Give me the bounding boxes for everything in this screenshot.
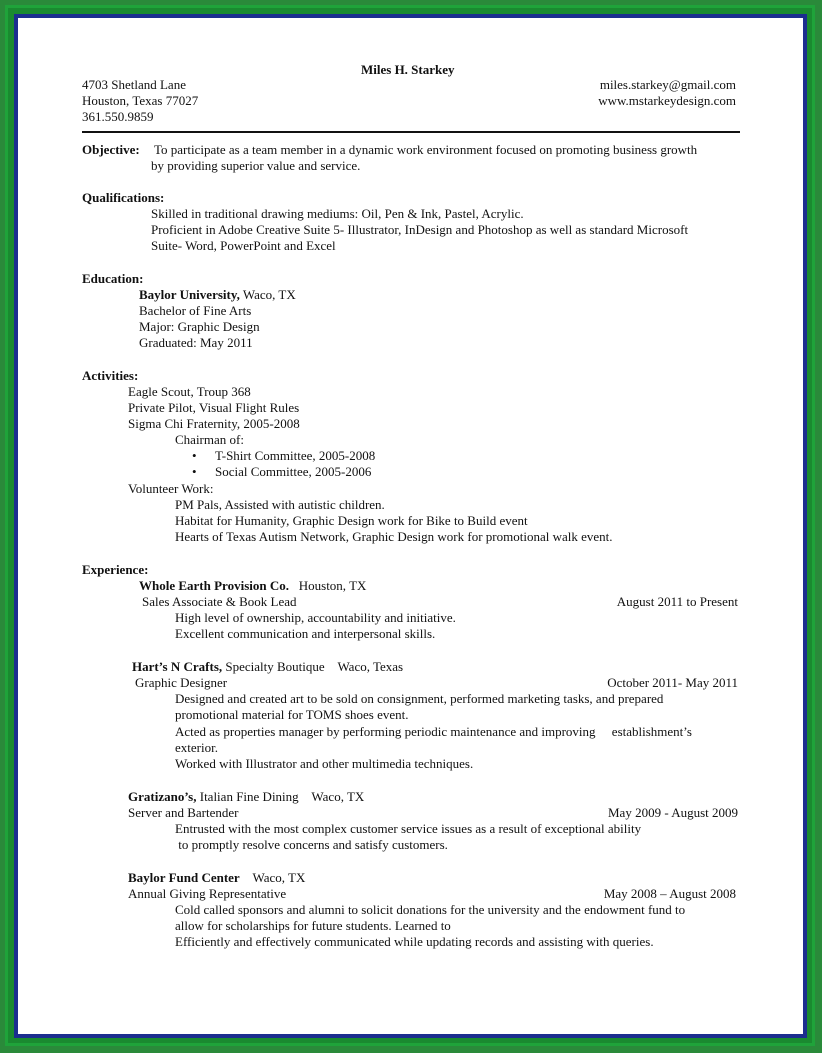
address-line-1: 4703 Shetland Lane xyxy=(82,77,186,92)
job-dates: May 2008 – August 2008 xyxy=(603,886,736,901)
qualification-line: Suite- Word, PowerPoint and Excel xyxy=(151,238,336,253)
volunteer-item: PM Pals, Assisted with autistic children. xyxy=(175,497,385,512)
job-detail: Entrusted with the most complex customer service issues as a result of exceptional ability xyxy=(175,821,642,836)
job-dates: October 2011- May 2011 xyxy=(607,675,738,690)
job-dates: May 2009 - August 2009 xyxy=(608,805,738,820)
header-divider xyxy=(82,131,740,133)
job-detail: Efficiently and effectively communicated while updating records and assisting with queries. xyxy=(175,934,654,949)
school-name: Baylor University, xyxy=(139,287,240,302)
volunteer-item: Habitat for Humanity, Graphic Design work for Bike to Build event xyxy=(175,513,528,528)
education-label: Education: xyxy=(82,271,144,286)
job-detail: High level of ownership, accountability and initiative. xyxy=(175,610,456,625)
job-detail: Excellent communication and interpersonal skills. xyxy=(175,626,436,641)
volunteer-label: Volunteer Work: xyxy=(128,481,214,496)
job-title: Graphic Designer xyxy=(135,675,228,690)
education-graduated: Graduated: May 2011 xyxy=(139,335,253,350)
job-dates: August 2011 to Present xyxy=(616,594,738,609)
job-detail: to promptly resolve concerns and satisfy customers. xyxy=(175,837,448,852)
job-detail: exterior. xyxy=(175,740,218,755)
job-detail: promotional material for TOMS shoes event. xyxy=(175,707,409,722)
resume-page xyxy=(18,18,803,1034)
committee-item: Social Committee, 2005-2006 xyxy=(215,464,372,479)
activity-item: Sigma Chi Fraternity, 2005-2008 xyxy=(128,416,300,431)
committee-item: T-Shirt Committee, 2005-2008 xyxy=(215,448,376,463)
job-detail: Acted as properties manager by performing periodic maintenance and improving establishment’s xyxy=(175,724,692,739)
experience-label: Experience: xyxy=(82,562,149,577)
job-employer: Baylor Fund Center Waco, TX xyxy=(128,870,306,885)
activity-item: Eagle Scout, Troup 368 xyxy=(128,384,251,399)
objective-line-1: To participate as a team member in a dynamic work environment focused on promoting business growth xyxy=(154,142,698,157)
job-detail: Designed and created art to be sold on consignment, performed marketing tasks, and prepared xyxy=(175,691,664,706)
job-detail: allow for scholarships for future students. Learned to xyxy=(175,918,451,933)
qualification-line: Skilled in traditional drawing mediums: Oil, Pen & Ink, Pastel, Acrylic. xyxy=(151,206,524,221)
bullet-icon: • xyxy=(192,464,197,479)
qualifications-label: Qualifications: xyxy=(82,190,165,205)
job-employer: Hart’s N Crafts, Specialty Boutique Waco, Texas xyxy=(132,659,404,674)
phone: 361.550.9859 xyxy=(82,109,154,124)
job-title: Server and Bartender xyxy=(128,805,239,820)
activity-item: Private Pilot, Visual Flight Rules xyxy=(128,400,300,415)
volunteer-item: Hearts of Texas Autism Network, Graphic Design work for promotional walk event. xyxy=(175,529,613,544)
email[interactable]: miles.starkey@gmail.com xyxy=(599,77,736,92)
education-school xyxy=(139,287,296,303)
job-title: Annual Giving Representative xyxy=(128,886,287,901)
candidate-name: Miles H. Starkey xyxy=(361,62,455,77)
objective-line-2: by providing superior value and service. xyxy=(151,158,361,173)
job-employer: Gratizano’s, Italian Fine Dining Waco, TX xyxy=(128,789,365,804)
objective-label: Objective: xyxy=(82,142,140,157)
address-line-2: Houston, Texas 77027 xyxy=(82,93,199,108)
qualification-line: Proficient in Adobe Creative Suite 5- Illustrator, InDesign and Photoshop as well as standard Microsoft xyxy=(151,222,689,237)
school-location: Waco, TX xyxy=(239,287,296,302)
job-detail: Worked with Illustrator and other multimedia techniques. xyxy=(175,756,474,771)
website[interactable]: www.mstarkeydesign.com xyxy=(598,93,736,108)
chairman-label: Chairman of: xyxy=(175,432,244,447)
activities-label: Activities: xyxy=(82,368,139,383)
job-title: Sales Associate & Book Lead xyxy=(142,594,297,609)
bullet-icon: • xyxy=(192,448,197,463)
job-detail: Cold called sponsors and alumni to solicit donations for the university and the endowment fund to xyxy=(175,902,686,917)
education-degree: Bachelor of Fine Arts xyxy=(139,303,252,318)
education-major: Major: Graphic Design xyxy=(139,319,260,334)
job-employer: Whole Earth Provision Co. Houston, TX xyxy=(139,578,367,593)
